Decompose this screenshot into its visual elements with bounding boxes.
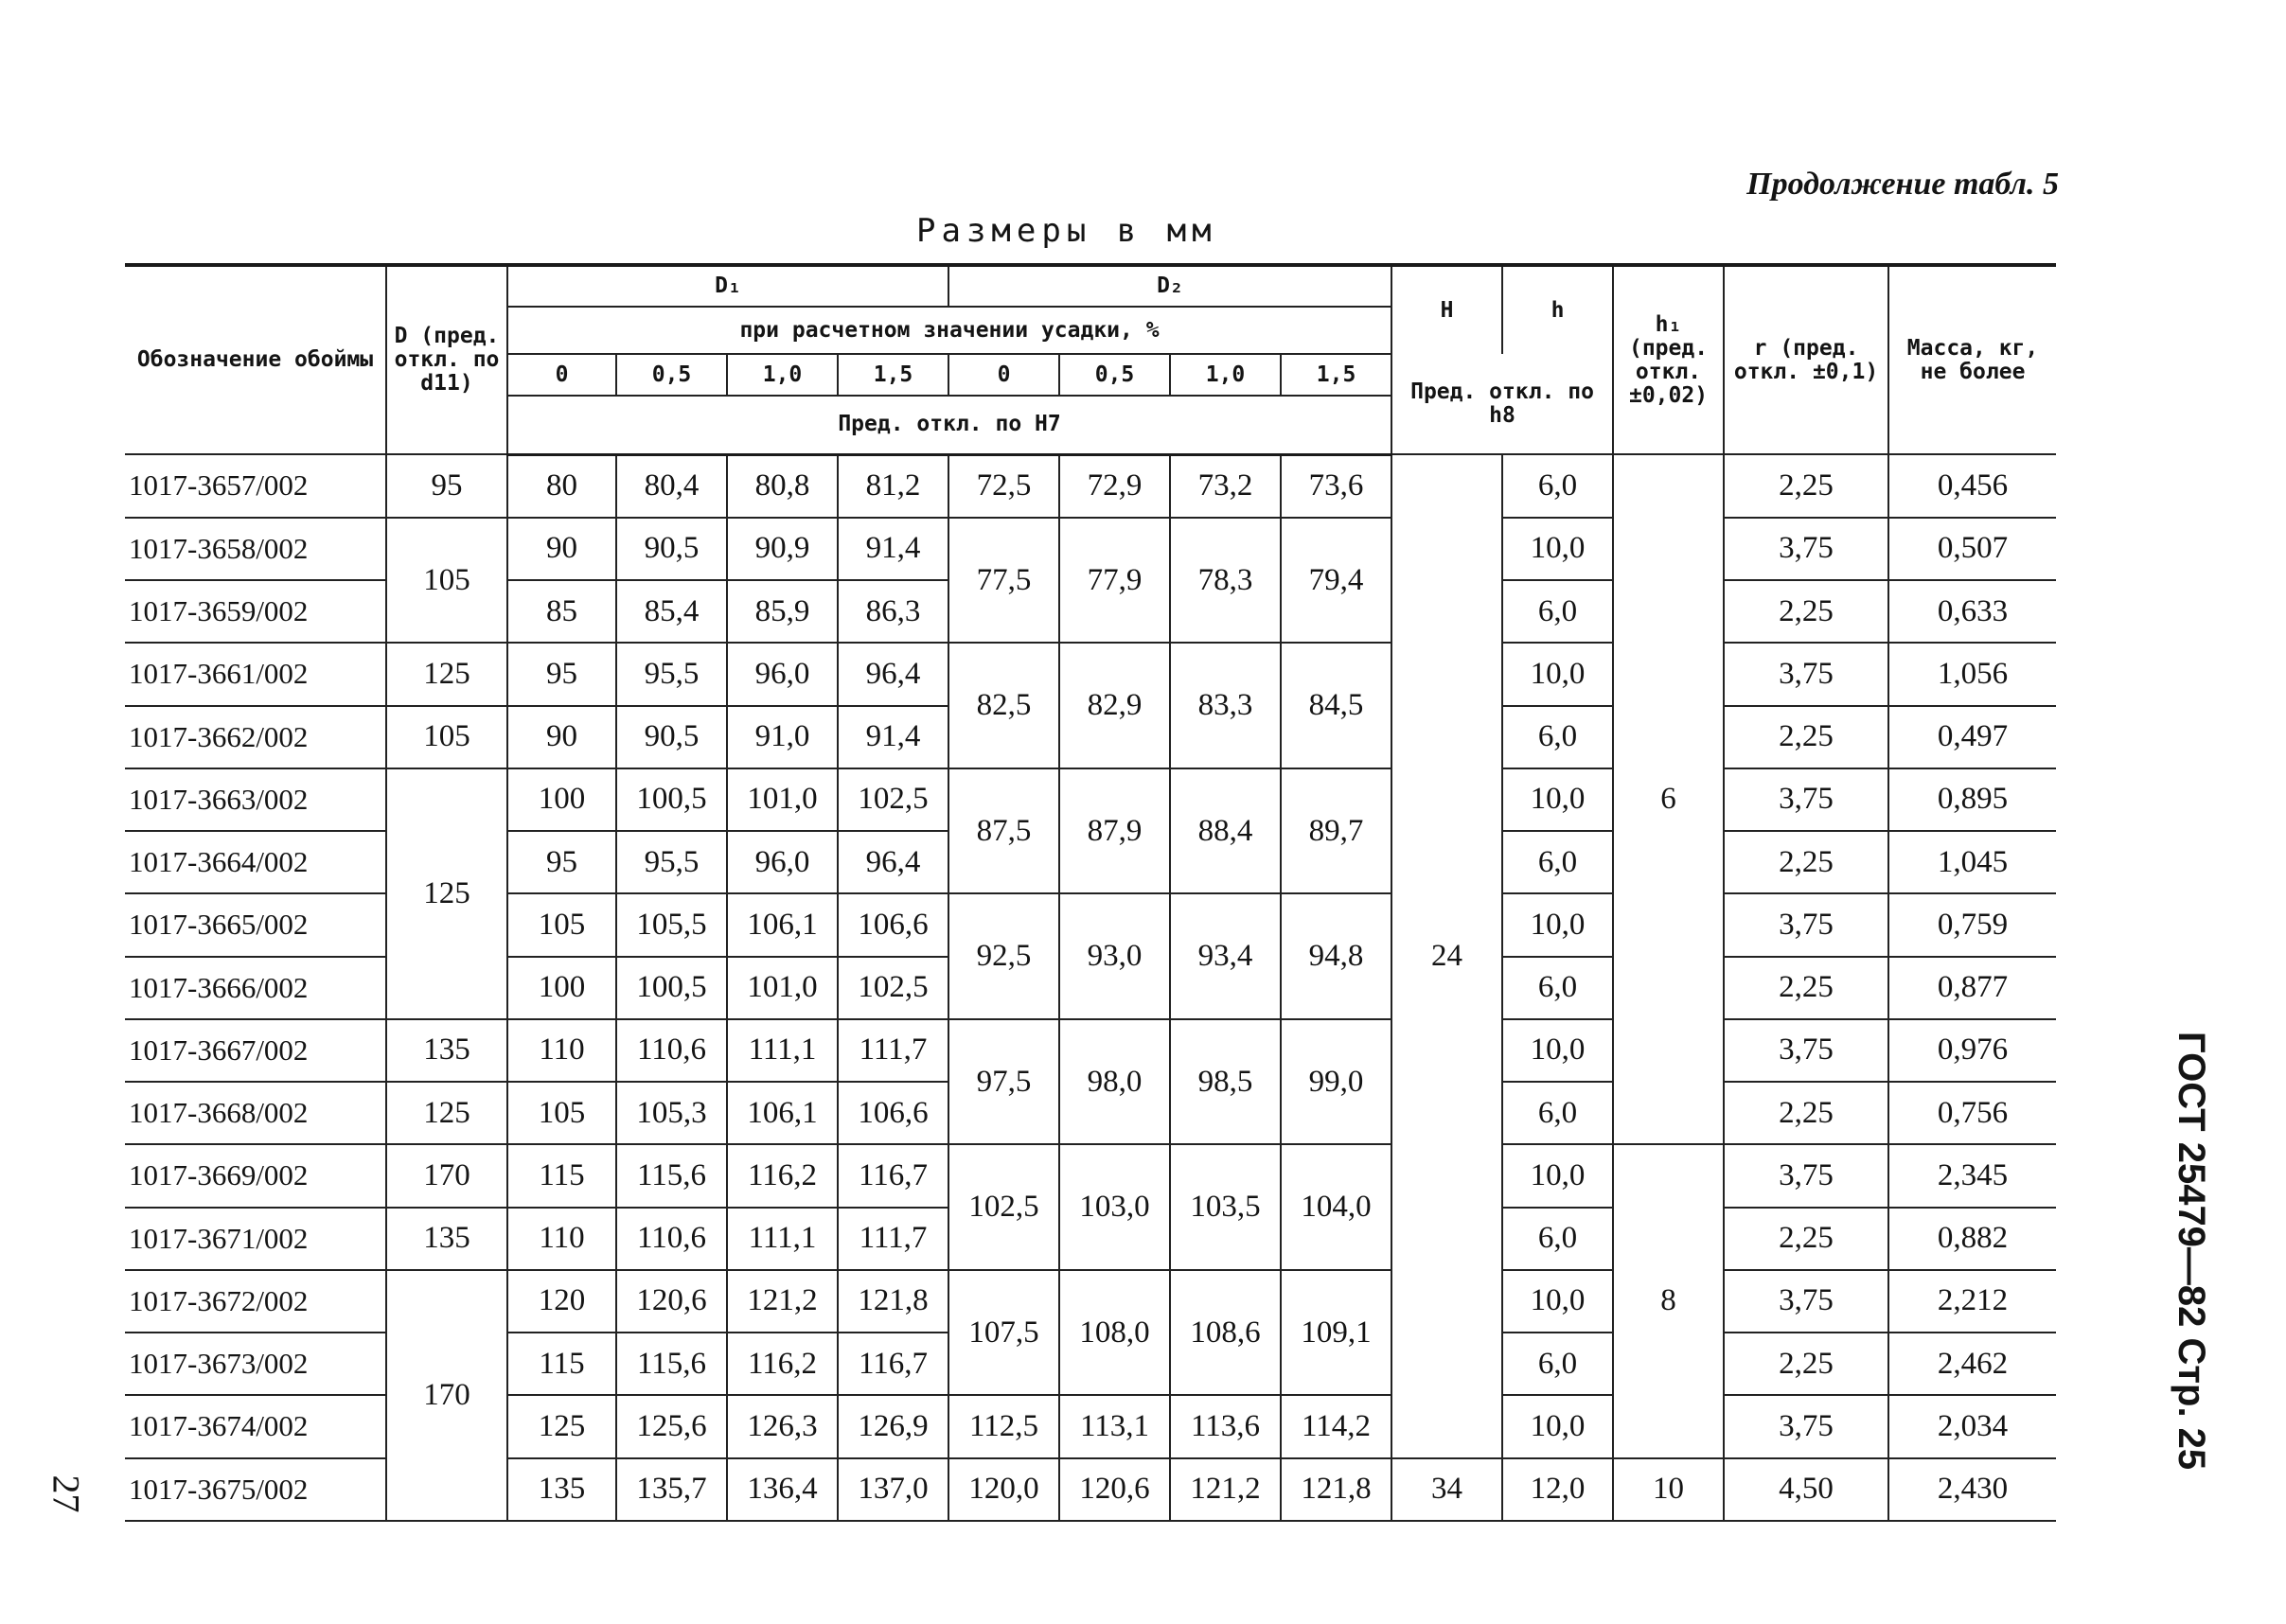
cell-D1: 100 <box>507 957 616 1019</box>
table-row <box>125 1270 2056 1333</box>
cell-D2: 102,5 <box>948 1144 1059 1270</box>
col-h: h <box>1502 265 1613 354</box>
cell-D1: 120,6 <box>616 1270 727 1333</box>
cell-D2: 84,5 <box>1281 643 1391 768</box>
cell-D1: 80,4 <box>616 454 727 518</box>
cell-h: 6,0 <box>1502 957 1613 1019</box>
cell-designation: 1017-3675/002 <box>125 1458 386 1521</box>
cell-mass: 2,345 <box>1888 1144 2056 1207</box>
cell-D2: 72,5 <box>948 454 1059 518</box>
cell-r: 2,25 <box>1724 454 1888 518</box>
cell-D2: 89,7 <box>1281 768 1391 894</box>
cell-D2: 109,1 <box>1281 1270 1391 1396</box>
cell-D1: 91,4 <box>838 518 948 580</box>
cell-D2: 108,0 <box>1059 1270 1170 1396</box>
cell-mass: 1,045 <box>1888 831 2056 893</box>
cell-D1: 101,0 <box>727 768 838 831</box>
cell-D: 105 <box>386 518 507 644</box>
cell-D1: 115,6 <box>616 1144 727 1207</box>
cell-D1: 86,3 <box>838 580 948 643</box>
table-row <box>125 1019 2056 1082</box>
cell-r: 3,75 <box>1724 1395 1888 1457</box>
cell-D1: 80 <box>507 454 616 518</box>
page-number: 27 <box>44 1474 88 1513</box>
cell-D2: 88,4 <box>1170 768 1281 894</box>
cell-D2: 121,8 <box>1281 1458 1391 1521</box>
cell-D1: 135 <box>507 1458 616 1521</box>
shrink-d2-15: 1,5 <box>1281 354 1391 396</box>
cell-D1: 90 <box>507 706 616 768</box>
cell-D1: 105,3 <box>616 1082 727 1144</box>
cell-D2: 94,8 <box>1281 893 1391 1019</box>
cell-D: 125 <box>386 1082 507 1144</box>
cell-designation: 1017-3657/002 <box>125 454 386 518</box>
cell-mass: 0,756 <box>1888 1082 2056 1144</box>
cell-D1: 91,4 <box>838 706 948 768</box>
cell-H: 34 <box>1391 1458 1502 1521</box>
cell-D1: 120 <box>507 1270 616 1333</box>
cell-designation: 1017-3672/002 <box>125 1270 386 1333</box>
cell-r: 3,75 <box>1724 1019 1888 1082</box>
cell-D2: 82,5 <box>948 643 1059 768</box>
cell-D1: 105,5 <box>616 893 727 956</box>
cell-D1: 96,4 <box>838 643 948 705</box>
cell-h: 12,0 <box>1502 1458 1613 1521</box>
cell-designation: 1017-3671/002 <box>125 1208 386 1270</box>
cell-D1: 81,2 <box>838 454 948 518</box>
cell-D1: 121,8 <box>838 1270 948 1333</box>
cell-D1: 115 <box>507 1144 616 1207</box>
cell-D1: 85,9 <box>727 580 838 643</box>
cell-D2: 103,0 <box>1059 1144 1170 1270</box>
cell-D1: 96,4 <box>838 831 948 893</box>
shrink-d2-0: 0 <box>948 354 1059 396</box>
cell-D1: 116,7 <box>838 1144 948 1207</box>
cell-D1: 115,6 <box>616 1333 727 1395</box>
table-row <box>125 518 2056 580</box>
cell-designation: 1017-3674/002 <box>125 1395 386 1457</box>
cell-D1: 85 <box>507 580 616 643</box>
cell-D1: 80,8 <box>727 454 838 518</box>
cell-D2: 83,3 <box>1170 643 1281 768</box>
cell-D1: 137,0 <box>838 1458 948 1521</box>
cell-D: 135 <box>386 1019 507 1082</box>
shrink-d1-10: 1,0 <box>727 354 838 396</box>
cell-mass: 0,976 <box>1888 1019 2056 1082</box>
cell-designation: 1017-3664/002 <box>125 831 386 893</box>
cell-D: 105 <box>386 706 507 768</box>
cell-h: 6,0 <box>1502 1333 1613 1395</box>
cell-designation: 1017-3659/002 <box>125 580 386 643</box>
cell-designation: 1017-3667/002 <box>125 1019 386 1082</box>
cell-D1: 116,2 <box>727 1144 838 1207</box>
cell-D1: 121,2 <box>727 1270 838 1333</box>
cell-D1: 90,9 <box>727 518 838 580</box>
cell-D1: 96,0 <box>727 831 838 893</box>
cell-D1: 116,2 <box>727 1333 838 1395</box>
cell-D1: 85,4 <box>616 580 727 643</box>
cell-r: 3,75 <box>1724 643 1888 705</box>
cell-D2: 103,5 <box>1170 1144 1281 1270</box>
cell-designation: 1017-3668/002 <box>125 1082 386 1144</box>
col-designation: Обозначение обоймы <box>125 265 386 454</box>
cell-h: 6,0 <box>1502 831 1613 893</box>
cell-D2: 87,5 <box>948 768 1059 894</box>
table-row <box>125 454 2056 518</box>
cell-D2: 82,9 <box>1059 643 1170 768</box>
cell-r: 2,25 <box>1724 957 1888 1019</box>
cell-r: 3,75 <box>1724 1144 1888 1207</box>
cell-D1: 125 <box>507 1395 616 1457</box>
cell-D1: 95,5 <box>616 831 727 893</box>
cell-D2: 113,6 <box>1170 1395 1281 1457</box>
cell-D1: 101,0 <box>727 957 838 1019</box>
cell-designation: 1017-3658/002 <box>125 518 386 580</box>
cell-D2: 97,5 <box>948 1019 1059 1145</box>
table-row <box>125 1144 2056 1207</box>
cell-r: 2,25 <box>1724 580 1888 643</box>
cell-h: 6,0 <box>1502 706 1613 768</box>
cell-D1: 135,7 <box>616 1458 727 1521</box>
cell-D2: 87,9 <box>1059 768 1170 894</box>
cell-D2: 92,5 <box>948 893 1059 1019</box>
cell-D1: 125,6 <box>616 1395 727 1457</box>
cell-D1: 126,3 <box>727 1395 838 1457</box>
cell-D2: 104,0 <box>1281 1144 1391 1270</box>
cell-D1: 110 <box>507 1019 616 1082</box>
cell-D: 95 <box>386 454 507 518</box>
table-row <box>125 768 2056 831</box>
cell-designation: 1017-3661/002 <box>125 643 386 705</box>
cell-D: 125 <box>386 768 507 1019</box>
cell-D2: 114,2 <box>1281 1395 1391 1457</box>
cell-D2: 98,5 <box>1170 1019 1281 1145</box>
cell-D2: 93,0 <box>1059 893 1170 1019</box>
cell-designation: 1017-3663/002 <box>125 768 386 831</box>
cell-designation: 1017-3673/002 <box>125 1333 386 1395</box>
cell-D1: 106,6 <box>838 1082 948 1144</box>
shrink-d1-15: 1,5 <box>838 354 948 396</box>
cell-D2: 78,3 <box>1170 518 1281 644</box>
cell-r: 2,25 <box>1724 706 1888 768</box>
cell-D1: 102,5 <box>838 957 948 1019</box>
cell-D2: 112,5 <box>948 1395 1059 1457</box>
shrink-d1-0: 0 <box>507 354 616 396</box>
cell-mass: 0,882 <box>1888 1208 2056 1270</box>
table-body <box>125 454 2056 1521</box>
tolerance-h8: Пред. откл. по h8 <box>1391 354 1613 454</box>
cell-h1: 6 <box>1613 454 1724 1144</box>
cell-D2: 79,4 <box>1281 518 1391 644</box>
cell-D1: 106,1 <box>727 893 838 956</box>
cell-D: 170 <box>386 1270 507 1521</box>
cell-designation: 1017-3666/002 <box>125 957 386 1019</box>
cell-h: 6,0 <box>1502 454 1613 518</box>
cell-h: 10,0 <box>1502 1395 1613 1457</box>
cell-mass: 0,877 <box>1888 957 2056 1019</box>
cell-mass: 0,497 <box>1888 706 2056 768</box>
tolerance-h7: Пред. откл. по Н7 <box>507 396 1391 454</box>
cell-D1: 111,1 <box>727 1208 838 1270</box>
col-r: r (пред. откл. ±0,1) <box>1724 265 1888 454</box>
cell-h: 10,0 <box>1502 643 1613 705</box>
cell-mass: 0,456 <box>1888 454 2056 518</box>
cell-designation: 1017-3669/002 <box>125 1144 386 1207</box>
cell-r: 2,25 <box>1724 831 1888 893</box>
cell-D1: 116,7 <box>838 1333 948 1395</box>
cell-D1: 110 <box>507 1208 616 1270</box>
cell-D: 135 <box>386 1208 507 1270</box>
cell-D2: 77,5 <box>948 518 1059 644</box>
cell-mass: 2,212 <box>1888 1270 2056 1333</box>
cell-D1: 96,0 <box>727 643 838 705</box>
cell-D1: 111,1 <box>727 1019 838 1082</box>
cell-D1: 105 <box>507 893 616 956</box>
col-D1: D₁ <box>507 265 948 307</box>
shrinkage-header: при расчетном значении усадки, % <box>507 307 1391 354</box>
cell-r: 3,75 <box>1724 1270 1888 1333</box>
cell-mass: 0,895 <box>1888 768 2056 831</box>
cell-h: 10,0 <box>1502 1019 1613 1082</box>
cell-D2: 72,9 <box>1059 454 1170 518</box>
cell-D2: 121,2 <box>1170 1458 1281 1521</box>
cell-D: 170 <box>386 1144 507 1207</box>
shrink-d2-10: 1,0 <box>1170 354 1281 396</box>
cell-D2: 77,9 <box>1059 518 1170 644</box>
col-h1: h₁ (пред. откл. ±0,02) <box>1613 265 1724 454</box>
table-row <box>125 643 2056 705</box>
cell-r: 2,25 <box>1724 1208 1888 1270</box>
cell-h1: 8 <box>1613 1144 1724 1457</box>
cell-mass: 2,430 <box>1888 1458 2056 1521</box>
cell-mass: 0,759 <box>1888 893 2056 956</box>
cell-h: 10,0 <box>1502 893 1613 956</box>
cell-D1: 110,6 <box>616 1019 727 1082</box>
cell-h1: 10 <box>1613 1458 1724 1521</box>
cell-D1: 111,7 <box>838 1208 948 1270</box>
standard-side-label: ГОСТ 25479—82 Стр. 25 <box>2171 1032 2212 1471</box>
cell-h: 6,0 <box>1502 1208 1613 1270</box>
cell-designation: 1017-3665/002 <box>125 893 386 956</box>
cell-D2: 98,0 <box>1059 1019 1170 1145</box>
cell-r: 3,75 <box>1724 768 1888 831</box>
cell-D1: 106,6 <box>838 893 948 956</box>
cell-D2: 120,0 <box>948 1458 1059 1521</box>
cell-r: 2,25 <box>1724 1082 1888 1144</box>
cell-D1: 111,7 <box>838 1019 948 1082</box>
cell-D2: 73,2 <box>1170 454 1281 518</box>
cell-D1: 100 <box>507 768 616 831</box>
cell-D1: 95,5 <box>616 643 727 705</box>
continuation-label: Продолжение табл. 5 <box>1746 167 2059 202</box>
cell-D2: 113,1 <box>1059 1395 1170 1457</box>
shrink-d2-05: 0,5 <box>1059 354 1170 396</box>
cell-h: 10,0 <box>1502 1270 1613 1333</box>
cell-D1: 102,5 <box>838 768 948 831</box>
shrink-d1-05: 0,5 <box>616 354 727 396</box>
units-label: Размеры в мм <box>916 212 1217 250</box>
cell-h: 6,0 <box>1502 580 1613 643</box>
cell-D1: 126,9 <box>838 1395 948 1457</box>
cell-r: 3,75 <box>1724 893 1888 956</box>
col-D: D (пред. откл. по d11) <box>386 265 507 454</box>
cell-D2: 93,4 <box>1170 893 1281 1019</box>
cell-D: 125 <box>386 643 507 705</box>
cell-D2: 73,6 <box>1281 454 1391 518</box>
cell-D1: 91,0 <box>727 706 838 768</box>
col-H: H <box>1391 265 1502 354</box>
cell-h: 10,0 <box>1502 518 1613 580</box>
cell-D1: 95 <box>507 831 616 893</box>
cell-H: 24 <box>1391 454 1502 1458</box>
cell-D1: 105 <box>507 1082 616 1144</box>
col-D2: D₂ <box>948 265 1391 307</box>
cell-D1: 115 <box>507 1333 616 1395</box>
cell-D2: 99,0 <box>1281 1019 1391 1145</box>
cell-D1: 95 <box>507 643 616 705</box>
col-mass: Масса, кг, не более <box>1888 265 2056 454</box>
cell-D1: 90,5 <box>616 706 727 768</box>
cell-D1: 100,5 <box>616 768 727 831</box>
cell-mass: 2,034 <box>1888 1395 2056 1457</box>
dimensions-table <box>125 263 2056 1522</box>
cell-mass: 1,056 <box>1888 643 2056 705</box>
cell-D1: 110,6 <box>616 1208 727 1270</box>
cell-D2: 120,6 <box>1059 1458 1170 1521</box>
cell-r: 3,75 <box>1724 518 1888 580</box>
cell-D2: 108,6 <box>1170 1270 1281 1396</box>
cell-D1: 136,4 <box>727 1458 838 1521</box>
cell-D1: 90 <box>507 518 616 580</box>
cell-designation: 1017-3662/002 <box>125 706 386 768</box>
cell-mass: 0,633 <box>1888 580 2056 643</box>
cell-D1: 90,5 <box>616 518 727 580</box>
cell-h: 6,0 <box>1502 1082 1613 1144</box>
cell-D1: 100,5 <box>616 957 727 1019</box>
cell-r: 4,50 <box>1724 1458 1888 1521</box>
cell-D1: 106,1 <box>727 1082 838 1144</box>
cell-mass: 0,507 <box>1888 518 2056 580</box>
cell-D2: 107,5 <box>948 1270 1059 1396</box>
cell-mass: 2,462 <box>1888 1333 2056 1395</box>
cell-r: 2,25 <box>1724 1333 1888 1395</box>
cell-h: 10,0 <box>1502 1144 1613 1207</box>
cell-h: 10,0 <box>1502 768 1613 831</box>
